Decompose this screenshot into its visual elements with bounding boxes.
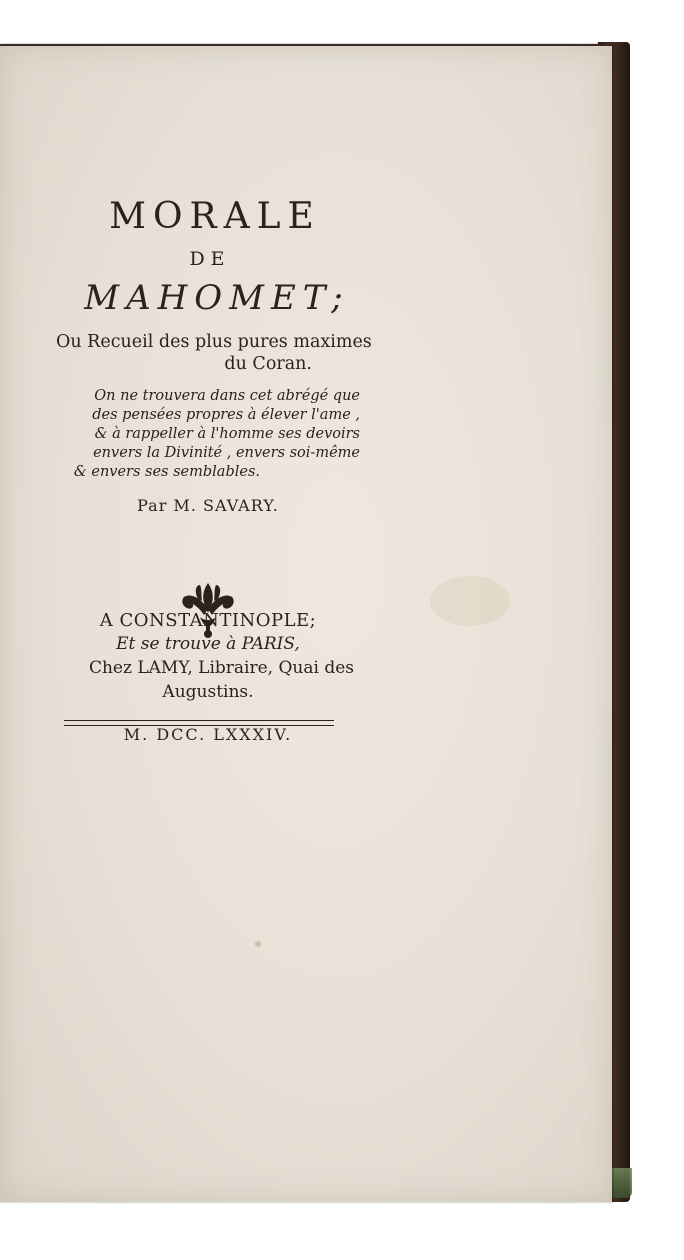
- double-rule-top: [64, 720, 334, 721]
- title-subject: MAHOMET;: [84, 278, 350, 318]
- imprint-place: A CONSTANTINOPLE;: [99, 610, 317, 631]
- subtitle-line-2: du Coran.: [224, 354, 312, 374]
- imprint-city: Et se trouve à PARIS,: [116, 634, 300, 654]
- foxing-stain: [430, 576, 510, 626]
- publication-date: M. DCC. LXXXIV.: [123, 725, 293, 744]
- description-line: envers la Divinité , envers soi-même: [93, 445, 360, 461]
- imprint-street: Augustins.: [162, 682, 254, 702]
- title-page: [0, 44, 612, 1202]
- title-connector: DE: [189, 248, 231, 270]
- description-line: On ne trouvera dans cet abrégé que: [94, 388, 360, 404]
- subtitle-line-1: Ou Recueil des plus pures maximes: [56, 332, 372, 352]
- imprint-publisher: Chez LAMY, Libraire, Quai des: [88, 658, 354, 678]
- description-line: & à rappeller à l'homme ses devoirs: [94, 426, 360, 442]
- foxing-spot: [255, 941, 261, 947]
- author-line: Par M. SAVARY.: [137, 496, 279, 515]
- description-line: & envers ses semblables.: [73, 464, 260, 480]
- description-line: des pensées propres à élever l'ame ,: [92, 407, 360, 423]
- title: MORALE: [109, 196, 321, 237]
